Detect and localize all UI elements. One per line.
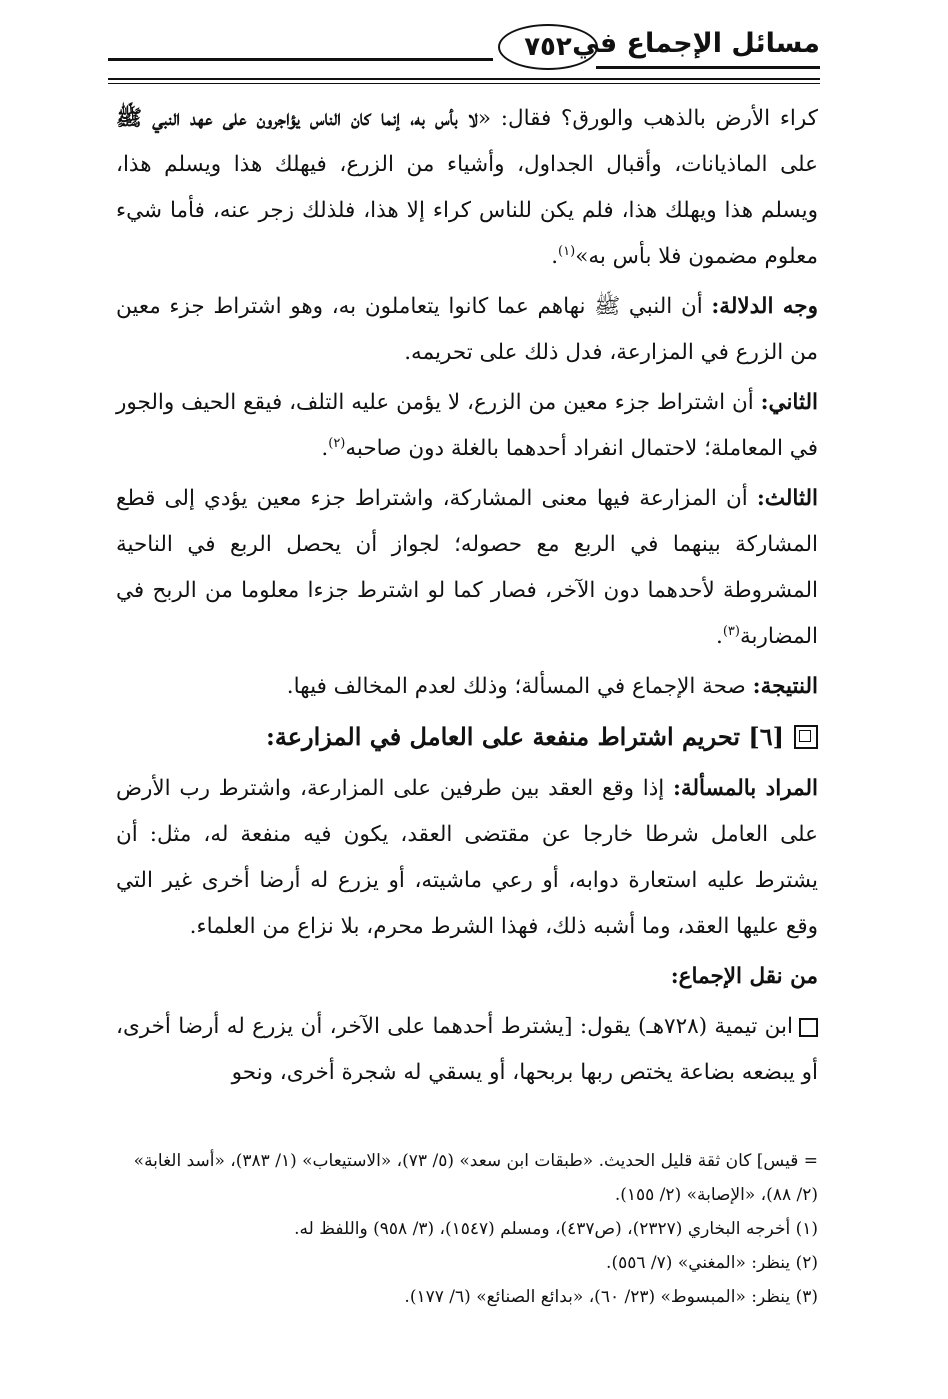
header-rule [108, 83, 820, 84]
footnote-rule [126, 1130, 818, 1131]
paragraph [116, 380, 818, 472]
paragraph [116, 664, 818, 710]
text: . [321, 436, 329, 461]
text: صحة الإجماع في المسألة؛ وذلك لعدم المخالف فيها. [286, 674, 753, 699]
text: ابن تيمية (٧٢٨هـ) يقول: [يشترط أحدهما على الآخر، أن يزرع له أرضا أخرى، أو يبضعه بضاعة يختص ربها بربحها، أو يسقي له شجرة أخرى، ونحو [116, 1014, 818, 1085]
footnote-ref: (١) [558, 243, 576, 259]
footnote: (١) أخرجه البخاري (٢٣٢٧)، (ص٤٣٧)، ومسلم (١٥٤٧)، (٣/ ٩٥٨) واللفظ له. [294, 1219, 818, 1239]
text: أن النبي ﷺ نهاهم عما كانوا يتعاملون به، وهو اشتراط جزء معين من الزرع في المزارعة، فدل ذلك على تحريمه. [116, 294, 818, 365]
paragraph-label: الثالث: [756, 486, 818, 511]
text: كراء الأرض بالذهب والورق؟ فقال: « [477, 106, 818, 131]
text: على الماذيانات، وأقبال الجداول، وأشياء من الزرع، فيهلك هذا ويسلم هذا، ويسلم هذا ويهلك هذا، فلم يكن للناس كراء إلا هذا، فلذلك زجر عنه، فأما شيء معلوم مضمون فلا بأس به» [116, 152, 818, 269]
paragraph [116, 284, 818, 376]
text: أن المزارعة فيها معنى المشاركة، واشتراط جزء معين يؤدي إلى قطع المشاركة بينهما في الربع مع حصوله؛ لجواز أن يحصل الربع في الناحية المشروطة لأحدهما دون الآخر، فصار كما لو اشترط جزءا معلوما من الربح في المضاربة [116, 486, 818, 649]
header-rule [596, 66, 820, 69]
subheading: من نقل الإجماع: [670, 964, 818, 989]
text: . [551, 244, 559, 269]
footnote: (٣) ينظر: «المبسوط» (٢٣/ ٦٠)، «بدائع الصنائع» (٦/ ١٧٧). [404, 1287, 818, 1307]
text: إذا وقع العقد بين طرفين على المزارعة، واشترط رب الأرض على العامل شرطا خارجا عن مقتضى العقد، يكون فيه منفعة له، مثل: أن يشترط عليه استعارة دوابه، أو رعي ماشيته، أو يزرع له أرضا أخرى غير التي وقع عليها العقد، وما أشبه ذلك، فهذا الشرط محرم، بلا نزاع من العلماء. [116, 776, 818, 939]
header-rule [108, 78, 820, 80]
book-icon [794, 725, 818, 749]
section-heading [116, 714, 818, 760]
header-rule [108, 58, 493, 61]
running-title: مسائل الإجماع في [572, 28, 820, 59]
page-number: ٧٥٢ [498, 24, 598, 70]
page-header [108, 22, 820, 82]
body-text [116, 96, 818, 1100]
footnote-ref: (٣) [722, 623, 740, 639]
quoted-hadith: لا بأس به، إنما كان الناس يؤاجرون على عهد النبي ﷺ [116, 106, 478, 131]
footnote: = قيس] كان ثقة قليل الحديث. «طبقات ابن سعد» (٥/ ٧٣)، «الاستيعاب» (١/ ٣٨٣)، «أسد الغابة» (٢/ ٨٨)، «الإصابة» (٢/ ١٥٥). [133, 1151, 818, 1205]
paragraph [116, 96, 818, 280]
paragraph-label: النتيجة: [752, 674, 818, 699]
paragraph [116, 476, 818, 660]
footnote-ref: (٢) [328, 435, 346, 451]
text: . [715, 624, 723, 649]
paragraph-label: المراد بالمسألة: [673, 776, 819, 801]
paragraph-label: الثاني: [760, 390, 818, 415]
square-bullet-icon [799, 1018, 818, 1037]
paragraph-label: وجه الدلالة: [711, 294, 818, 319]
paragraph [116, 1004, 818, 1096]
section-heading-text: [٦] تحريم اشتراط منفعة على العامل في المزارعة: [265, 722, 784, 751]
footnote: (٢) ينظر: «المغني» (٧/ ٥٥٦). [606, 1253, 818, 1273]
paragraph [116, 766, 818, 950]
footnotes [130, 1144, 818, 1314]
text: أن اشتراط جزء معين من الزرع، لا يؤمن عليه التلف، فيقع الحيف والجور في المعاملة؛ لاحتمال انفراد أحدهما بالغلة دون صاحبه [116, 390, 818, 461]
